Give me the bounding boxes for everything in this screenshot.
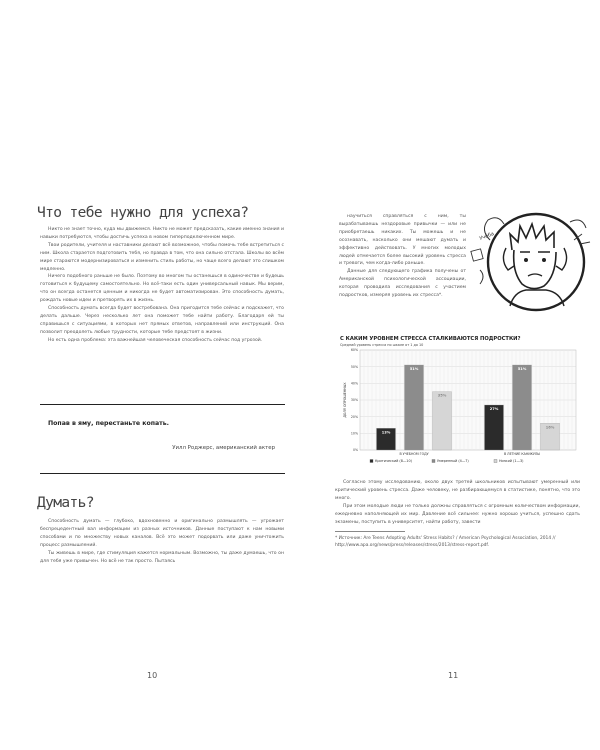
data-label: 35% xyxy=(437,393,447,398)
y-tick-label: 50% xyxy=(350,364,358,369)
analysis-text xyxy=(335,479,580,526)
chart-subtitle: Средний уровень стресса по шкале от 1 до 10 xyxy=(340,343,424,347)
paragraph: Способность думать всегда будет востребована. Она пригодится тебе сейчас и подскажет, что делать дальше. Через несколько лет она поможет тебе найти работу. Благодаря ей ты справишься с ситуациями, в которых нет прямых ответов, направлений или инструкций. Она позволит преодолеть любые трудности, которые тебе предстоят в жизни. xyxy=(40,306,284,335)
data-label: 51% xyxy=(409,367,419,371)
data-label: 27% xyxy=(489,407,499,411)
y-tick-label: 60% xyxy=(350,348,358,353)
page-number: 11 xyxy=(448,671,459,680)
paragraph: Ты живешь в мире, где стимуляция кажется нормальным. Возможно, ты даже думаешь, что он для тебя уже привычен. Но всё не так просто. Пытаясь xyxy=(40,550,284,564)
section-body-success xyxy=(40,226,284,345)
bar xyxy=(433,392,452,450)
quote-author: Уилл Роджерс, американский актер xyxy=(172,445,275,451)
page-number: 10 xyxy=(147,671,158,680)
paragraph: Никто не знает точно, куда мы движемся. Никто не может предсказать, какие именно знания и навыки потребуются, чтобы достичь успеха в новом гиперподключенном мире. xyxy=(40,227,284,240)
data-label: 51% xyxy=(517,367,527,371)
y-tick-label: 30% xyxy=(350,398,358,403)
intro-text xyxy=(339,213,466,300)
paragraph: Твои родители, учителя и наставники делают всё возможное, чтобы помочь тебе встретиться с ним. Школа старается подготовить тебя, но правда в том, что она сильно отстала. Школы во всём мире стараются модернизироваться и изменить стиль работы, но чаще всего делают это слишком медленно. xyxy=(40,242,284,272)
bar xyxy=(513,365,532,450)
data-label: 16% xyxy=(545,425,555,430)
quote-text: Попав в яму, перестаньте копать. xyxy=(48,420,169,427)
section-body-think xyxy=(40,518,284,565)
paragraph: Данные для следующего графика получены от Американской психологической ассоциации, которая проводила исследования с участием подростков, измеряя уровень их стресса*. xyxy=(339,269,466,299)
section-heading-think: Думать? xyxy=(37,495,94,511)
bar xyxy=(405,365,424,450)
paragraph: Но есть одна проблема: эта важнейшая человеческая способность сейчас под угрозой. xyxy=(48,337,263,343)
paragraph: научиться справляться с ним, ты вырабатываешь нездоровые привычки — или не приобретаешь никаких. Ты можешь и не осознавать, насколько они мешают думать и эффективно действовать. У многих молодых людей отмечается более высокий уровень стресса и тревоги, чем когда-либо раньше. xyxy=(339,214,466,267)
paragraph: Ничего подобного раньше не было. Поэтому во многом ты останешься в одиночестве и будешь готовиться к будущему самостоятельно. Но всё-таки есть один универсальный навык. Мы верим, что он всегда останется ценным и никогда не будет автоматизирован. Это способность думать, рождать новые идеи и претворять их в жизнь. xyxy=(40,274,284,304)
legend-label: Критический (8—10) xyxy=(375,459,412,463)
legend-label: Низкий (1—3) xyxy=(499,459,524,463)
illustration-caption: Учёба xyxy=(478,231,495,242)
y-axis-label: ДОЛЯ ОПРОШЕННЫХ xyxy=(343,382,347,418)
y-tick-label: 20% xyxy=(350,414,358,419)
chart-title: С КАКИМ УРОВНЕМ СТРЕССА СТАЛКИВАЮТСЯ ПОДРОСТКИ? xyxy=(340,336,521,342)
stress-bar-chart xyxy=(340,334,582,467)
legend-label: Умеренный (4—7) xyxy=(437,459,469,463)
category-label: В ЛЕТНИЕ КАНИКУЛЫ xyxy=(503,452,541,456)
footnote-divider xyxy=(335,531,405,532)
paragraph: Способность думать — глубоко, вдохновенно и оригинально размышлять — угрожает беспрецедентный вал информации из разных источников. Данные поступают к нам новыми способами и по множеству новых каналов. Всё это может подорвать или даже уничтожить процесс размышлений. xyxy=(40,519,284,548)
footnote: * Источник: Are Teens Adopting Adults' Stress Habits? / American Psychological Association, 2014 // http://www.apa.org/news/press/releases/stress/2013/stress-report.pdf. xyxy=(335,536,556,548)
bar xyxy=(485,405,504,450)
y-tick-label: 10% xyxy=(350,431,358,436)
section-heading-success: Что тебе нужно для успеха? xyxy=(37,205,249,221)
legend-swatch xyxy=(432,460,435,463)
y-tick-label: 40% xyxy=(350,381,358,386)
data-label: 13% xyxy=(381,430,391,435)
legend-swatch xyxy=(370,460,373,463)
paragraph: При этом молодые люди не только должны справляться с огромным количеством информации, ежедневно наполняющей их мир. Давление всё сильнее: нужно хорошо учиться, успешно сдать экзамены, поступить в университет, найти работу, завести xyxy=(335,503,580,525)
stressed-teen-drawing-icon xyxy=(470,210,592,316)
pull-quote xyxy=(40,404,285,474)
y-tick-label: 0% xyxy=(352,448,358,453)
category-label: В УЧЕБНОМ ГОДУ xyxy=(399,452,429,456)
paragraph: Согласно этому исследованию, около двух третей школьников испытывают умеренный или критический уровень стресса. Даже человеку, не разбирающемуся в статистике, понятно, что это много. xyxy=(335,480,580,501)
legend-swatch xyxy=(494,460,497,463)
